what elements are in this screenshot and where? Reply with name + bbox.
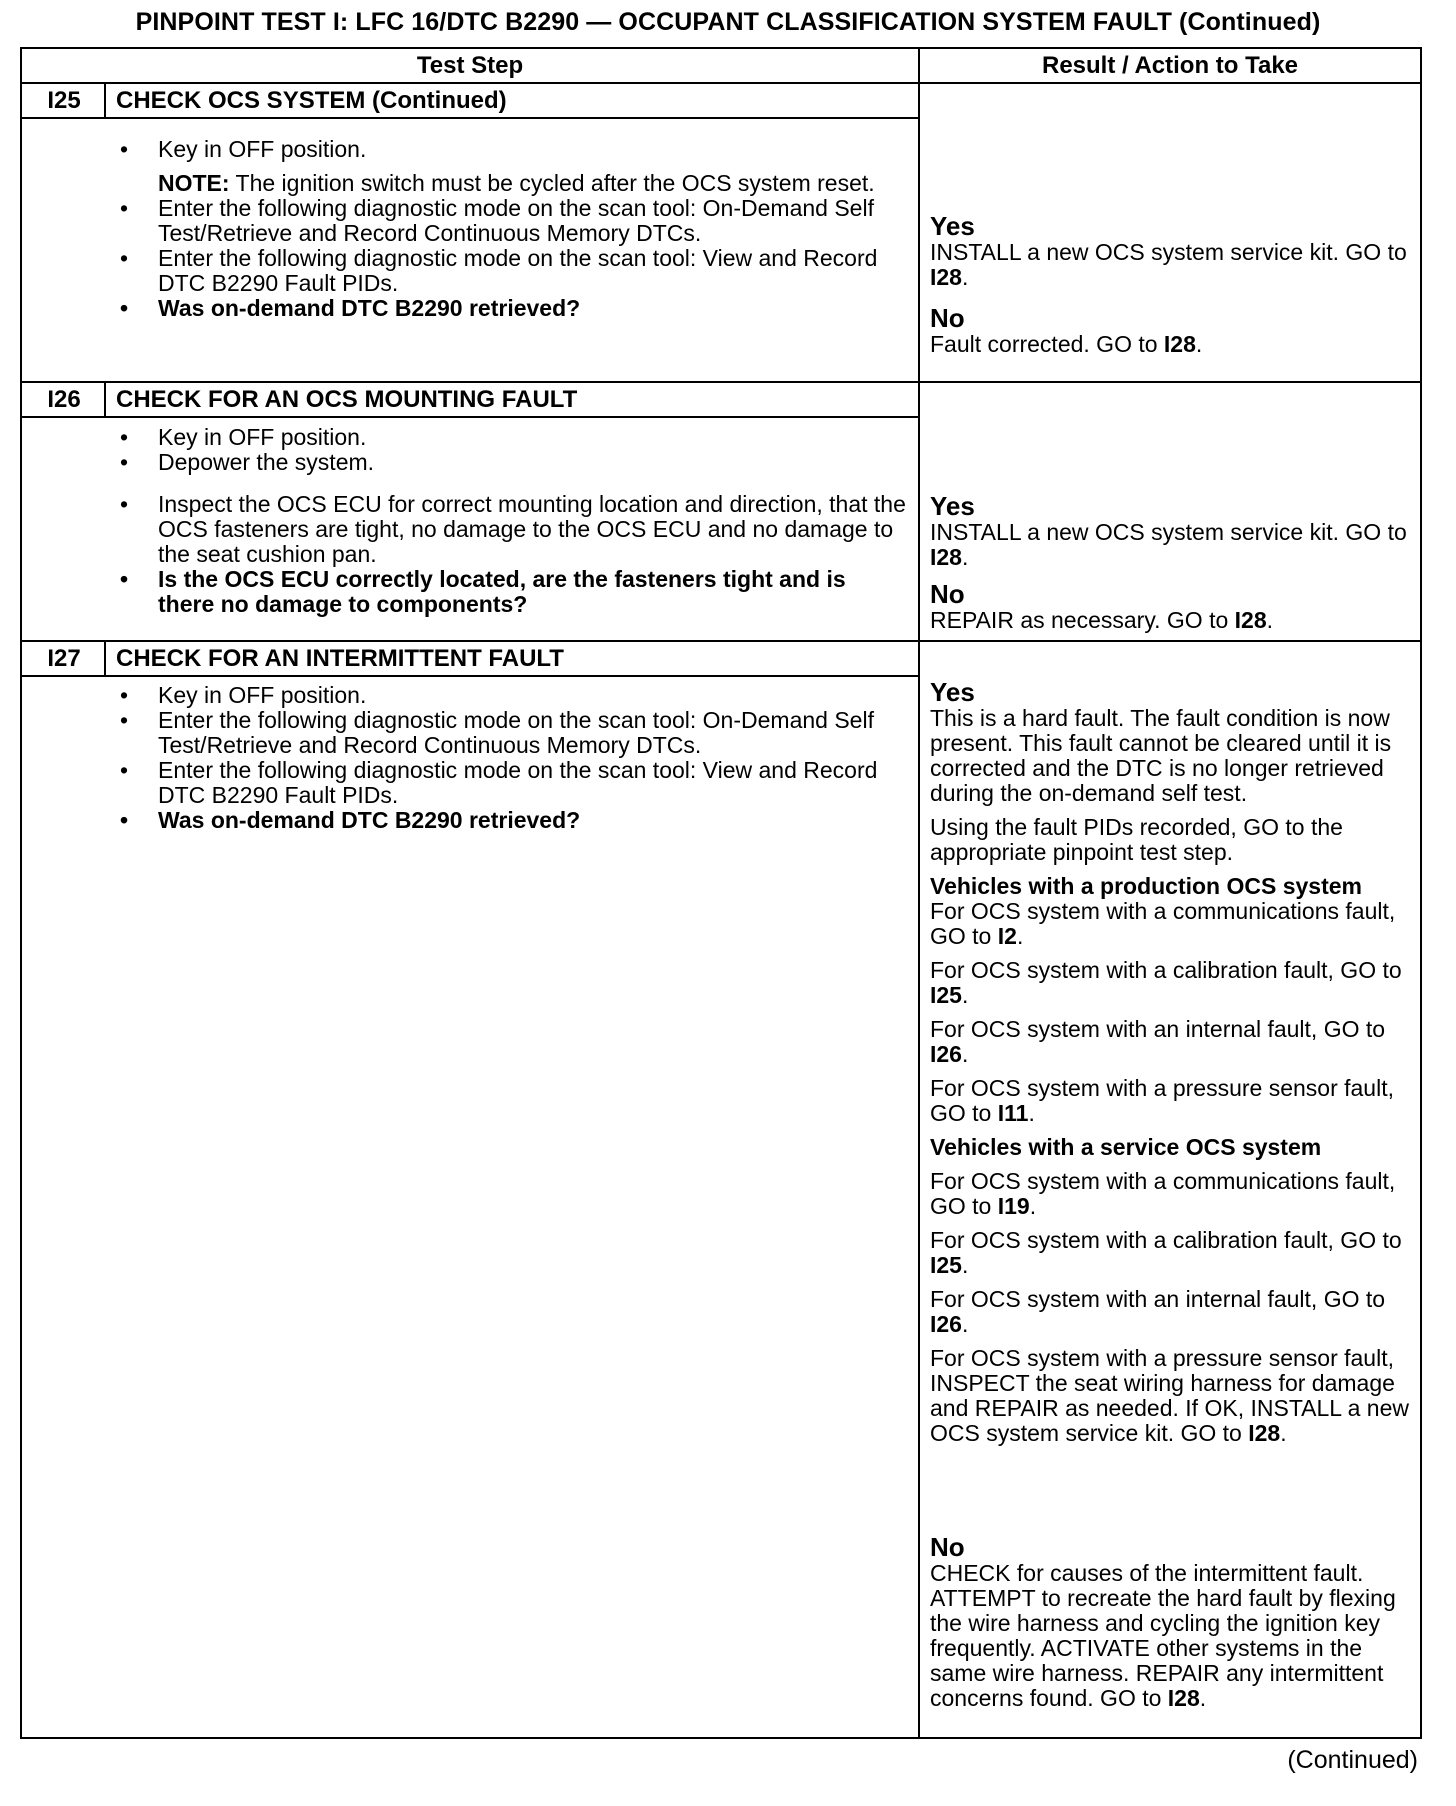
step-title: CHECK FOR AN INTERMITTENT FAULT xyxy=(116,645,564,672)
step-title: CHECK OCS SYSTEM (Continued) xyxy=(116,87,507,114)
step-question: • Is the OCS ECU correctly located, are the fasteners tight and is there no damage to components? xyxy=(120,567,906,617)
step-bullet: • Key in OFF position. xyxy=(120,137,906,162)
continued-footer: (Continued) xyxy=(1287,1746,1418,1774)
step-number: I27 xyxy=(47,645,81,672)
service-heading: Vehicles with a service OCS system xyxy=(930,1134,1322,1160)
result-no: No Fault corrected. GO to I28. xyxy=(930,303,1203,357)
result-no: No CHECK for causes of the intermittent fault. ATTEMPT to recreate the hard fault by flexing the wire harness and cycling the ignition key frequently. ACTIVATE other systems in the same wire harness. REPAIR any intermittent concerns found. GO to I28. xyxy=(930,1532,1396,1711)
step-bullet: • Enter the following diagnostic mode on the scan tool: View and Record DTC B2290 Fault PIDs. xyxy=(120,758,906,808)
step-body xyxy=(120,137,906,321)
step-question: • Was on-demand DTC B2290 retrieved? xyxy=(120,296,906,321)
result-no: No REPAIR as necessary. GO to I28. xyxy=(930,579,1274,633)
step-body xyxy=(120,683,906,833)
step-bullet: • Depower the system. xyxy=(120,450,906,475)
result-yes: Yes INSTALL a new OCS system service kit. GO to I28. xyxy=(930,491,1407,570)
row-divider xyxy=(22,675,918,677)
step-bullet: • Enter the following diagnostic mode on the scan tool: On-Demand Self Test/Retrieve and Record Continuous Memory DTCs. xyxy=(120,708,906,758)
step-bullet: • Enter the following diagnostic mode on the scan tool: On-Demand Self Test/Retrieve and Record Continuous Memory DTCs. xyxy=(120,196,906,246)
result-yes: Yes This is a hard fault. The fault condition is now present. This fault cannot be cleared until it is corrected and the DTC is no longer retrieved during the on-demand self test. Using the fault PIDs recorded, GO to the appropriate pinpoint test step. Vehicles with a production OCS system For OCS system with a communications fault, GO to I2. For OCS system with a calibration fault, GO to I25. For OCS system with an internal fault, GO to I26. For OCS system with a pressure sensor fault, GO to I11. Vehicles with a service OCS system For OCS system with a communications fault, GO to I19. For OCS system with a calibration fault, GO to I25. For OCS system with an internal fault, GO to I26. For OCS system with a pressure sensor fault, INSPECT the seat wiring harness for damage and REPAIR as needed. If OK, INSTALL a new OCS system service kit. GO to I28. xyxy=(930,679,1420,1446)
step-number: I25 xyxy=(47,87,81,114)
row-divider xyxy=(22,82,1420,84)
row-divider xyxy=(22,117,918,119)
note: NOTE: The ignition switch must be cycled after the OCS system reset. xyxy=(158,170,875,196)
step-number-divider xyxy=(104,383,106,418)
page-title: PINPOINT TEST I: LFC 16/DTC B2290 — OCCUPANT CLASSIFICATION SYSTEM FAULT (Continued) xyxy=(135,8,1321,36)
row-divider xyxy=(22,381,1420,383)
step-title: CHECK FOR AN OCS MOUNTING FAULT xyxy=(116,386,578,413)
column-header-test-step: Test Step xyxy=(416,52,524,79)
step-bullet: • Key in OFF position. xyxy=(120,425,906,450)
step-bullet: • Inspect the OCS ECU for correct mounting location and direction, that the OCS fasteners are tight, no damage to the OCS ECU and no damage to the seat cushion pan. xyxy=(120,492,906,567)
result-yes: Yes INSTALL a new OCS system service kit. GO to I28. xyxy=(930,211,1407,290)
step-number: I26 xyxy=(47,386,81,413)
column-divider xyxy=(918,49,920,1737)
pinpoint-table xyxy=(20,47,1422,1739)
row-divider xyxy=(22,416,918,418)
step-bullet: • Key in OFF position. xyxy=(120,683,906,708)
row-divider xyxy=(22,640,1420,642)
step-number-divider xyxy=(104,84,106,119)
step-body xyxy=(120,425,906,617)
step-number-divider xyxy=(104,642,106,677)
production-heading: Vehicles with a production OCS system xyxy=(930,873,1363,899)
column-header-result: Result / Action to Take xyxy=(1041,52,1299,79)
step-bullet: • Enter the following diagnostic mode on the scan tool: View and Record DTC B2290 Fault PIDs. xyxy=(120,246,906,296)
step-question: • Was on-demand DTC B2290 retrieved? xyxy=(120,808,906,833)
